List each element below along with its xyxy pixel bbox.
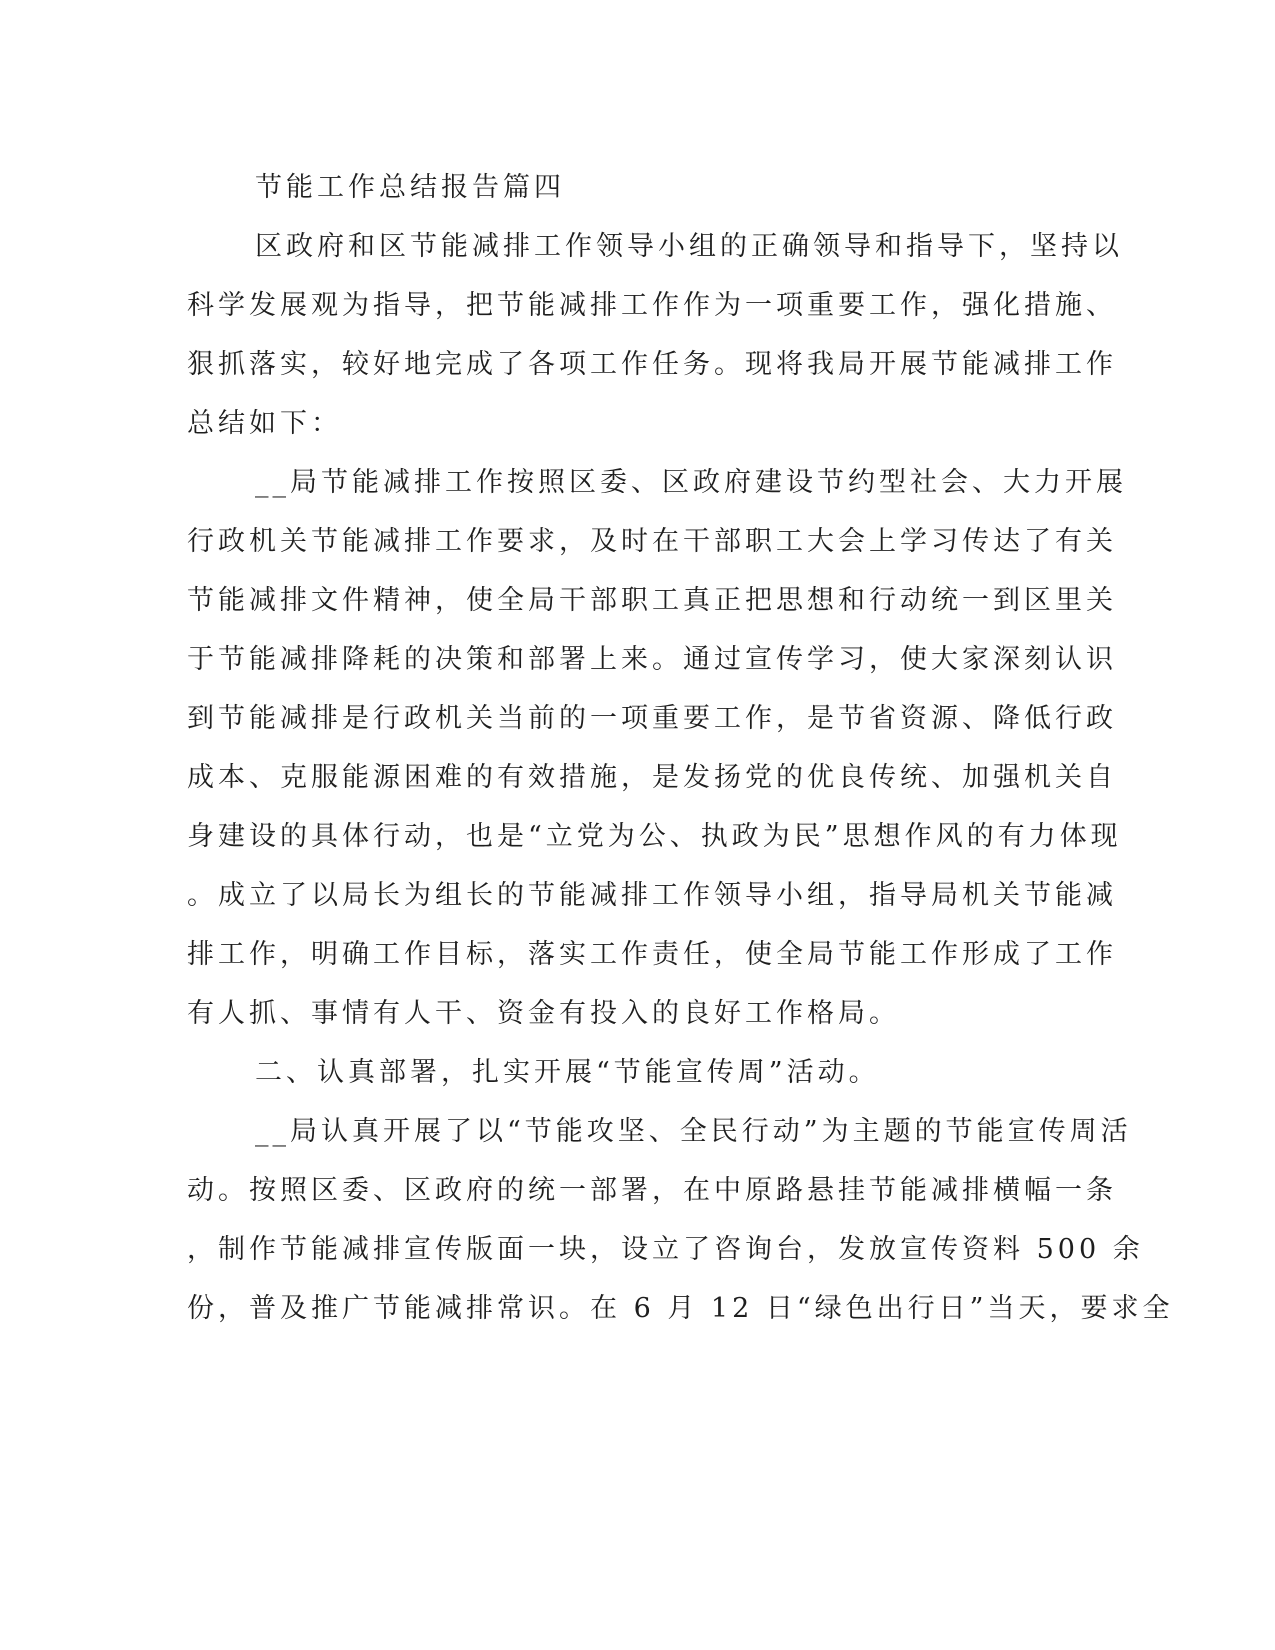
paragraph-line: 动。按照区委、区政府的统一部署，在中原路悬挂节能减排横幅一条 [187, 1175, 1117, 1206]
paragraph-line: ，制作节能减排宣传版面一块，设立了咨询台，发放宣传资料 500 余 [187, 1234, 1144, 1265]
paragraph-line: __局节能减排工作按照区委、区政府建设节约型社会、大力开展 [255, 467, 1127, 498]
paragraph-line: 于节能减排降耗的决策和部署上来。通过宣传学习，使大家深刻认识 [187, 644, 1117, 675]
paragraph-body-2 [187, 1102, 1174, 1338]
section-heading-line: 二、认真部署，扎实开展“节能宣传周”活动。 [255, 1057, 880, 1088]
paragraph-line: 份，普及推广节能减排常识。在 6 月 12 日“绿色出行日”当天，要求全 [187, 1293, 1174, 1324]
paragraph-line: 身建设的具体行动，也是“立党为公、执政为民”思想作风的有力体现 [187, 821, 1122, 852]
paragraph-line: 狠抓落实，较好地完成了各项工作任务。现将我局开展节能减排工作 [187, 349, 1117, 380]
paragraph-line: 区政府和区节能减排工作领导小组的正确领导和指导下，坚持以 [255, 231, 1123, 262]
paragraph-line: 到节能减排是行政机关当前的一项重要工作，是节省资源、降低行政 [187, 703, 1117, 734]
paragraph-line: 排工作，明确工作目标，落实工作责任，使全局节能工作形成了工作 [187, 939, 1117, 970]
paragraph-body-1 [187, 453, 1127, 1043]
paragraph-line: 科学发展观为指导，把节能减排工作作为一项重要工作，强化措施、 [187, 290, 1117, 321]
paragraph-line: 行政机关节能减排工作要求，及时在干部职工大会上学习传达了有关 [187, 526, 1117, 557]
document-body [187, 158, 1174, 1338]
paragraph-line: 成本、克服能源困难的有效措施，是发扬党的优良传统、加强机关自 [187, 762, 1117, 793]
section-heading [187, 1043, 1067, 1102]
paragraph-line: 有人抓、事情有人干、资金有投入的良好工作格局。 [187, 998, 900, 1029]
document-title: 节能工作总结报告篇四 [255, 172, 565, 203]
paragraph-intro [187, 217, 1123, 453]
paragraph-line: 。成立了以局长为组长的节能减排工作领导小组，指导局机关节能减 [187, 880, 1117, 911]
paragraph-line: 总结如下： [187, 408, 342, 439]
paragraph-line: __局认真开展了以“节能攻坚、全民行动”为主题的节能宣传周活 [255, 1116, 1132, 1147]
paragraph-line: 节能减排文件精神，使全局干部职工真正把思想和行动统一到区里关 [187, 585, 1117, 616]
